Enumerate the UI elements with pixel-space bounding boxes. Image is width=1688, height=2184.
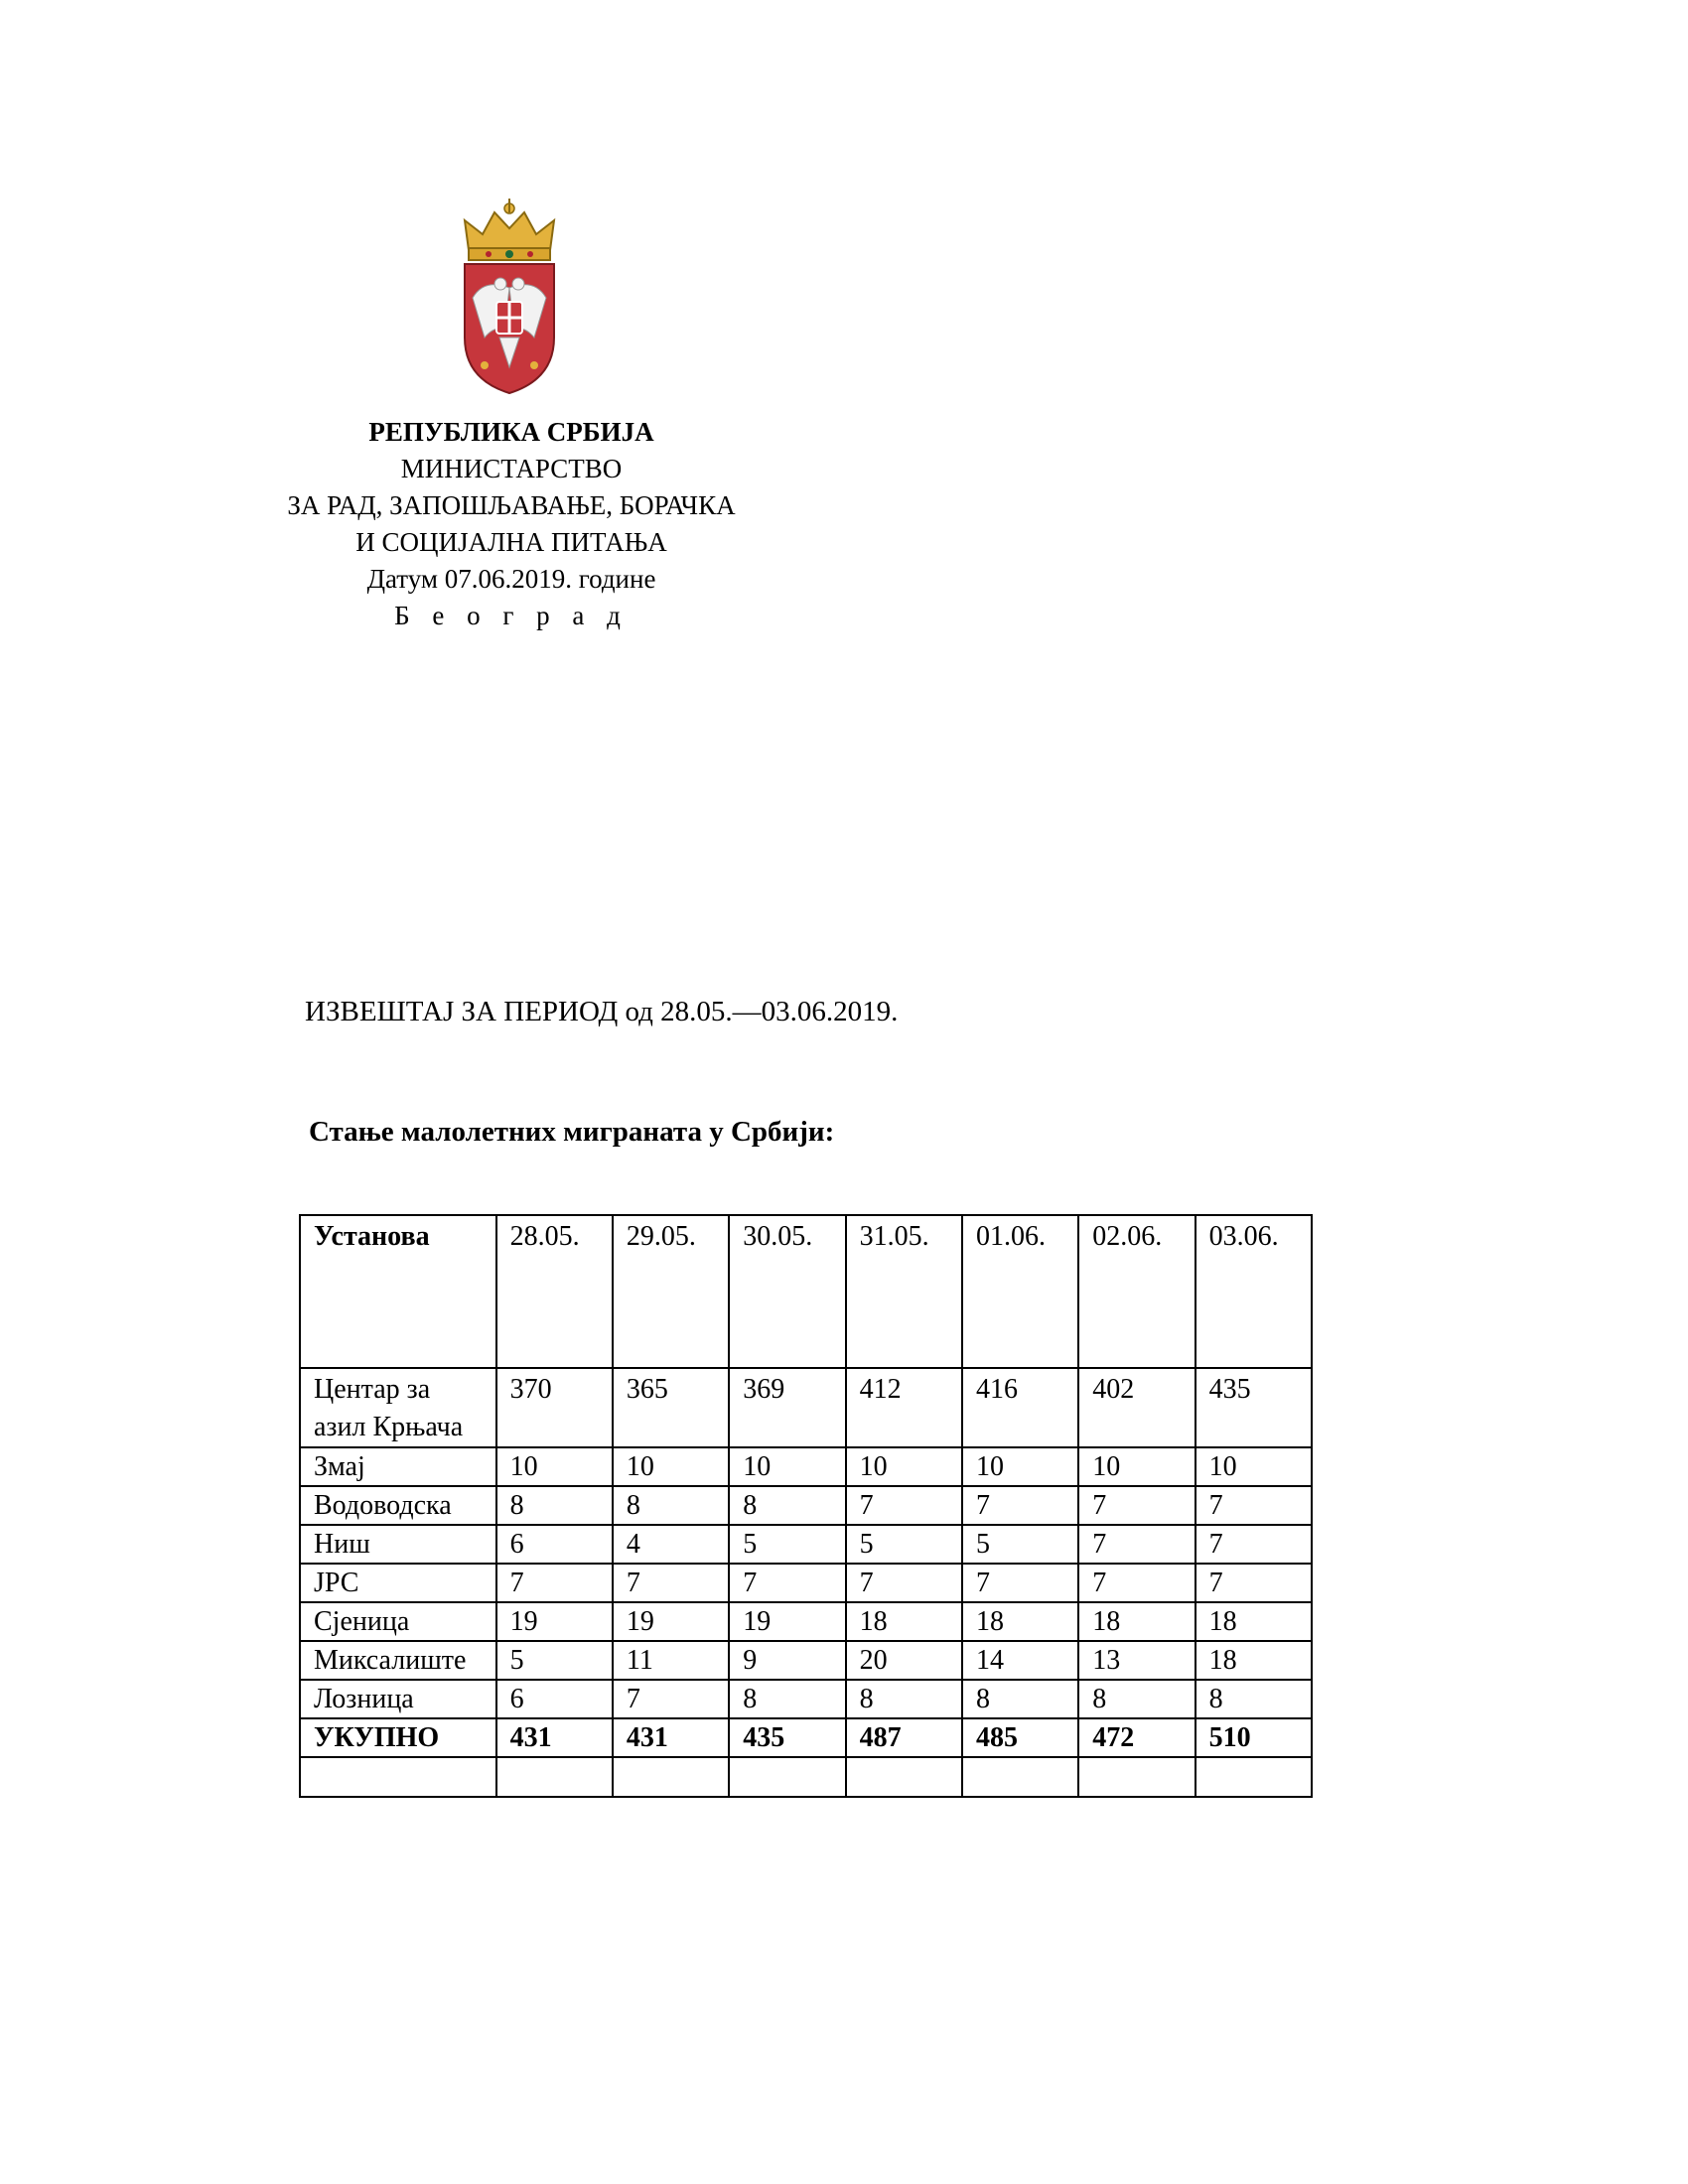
- table-cell: 10: [846, 1447, 962, 1486]
- table-row: [300, 1447, 1312, 1486]
- header-cell: 03.06.: [1196, 1215, 1312, 1368]
- table-cell: 7: [846, 1564, 962, 1602]
- table-cell: 8: [496, 1486, 613, 1525]
- empty-cell: [496, 1757, 613, 1797]
- table-cell: 7: [1196, 1564, 1312, 1602]
- table-cell: 18: [846, 1602, 962, 1641]
- table-cell: 19: [496, 1602, 613, 1641]
- table-cell: 7: [962, 1486, 1078, 1525]
- total-cell: 510: [1196, 1718, 1312, 1757]
- table-cell: 412: [846, 1368, 962, 1447]
- table-cell: 7: [729, 1564, 845, 1602]
- table-cell: 10: [1196, 1447, 1312, 1486]
- header-cell: 02.06.: [1078, 1215, 1195, 1368]
- table-cell: 6: [496, 1680, 613, 1718]
- table-cell: 10: [496, 1447, 613, 1486]
- table-row: [300, 1680, 1312, 1718]
- table-cell: 7: [1078, 1525, 1195, 1564]
- letterhead: [169, 414, 854, 634]
- table-cell: 8: [846, 1680, 962, 1718]
- table-cell: 435: [1196, 1368, 1312, 1447]
- table-cell: 19: [613, 1602, 729, 1641]
- empty-row: [300, 1757, 1312, 1797]
- header-cell: Установа: [300, 1215, 496, 1368]
- table-cell: 5: [729, 1525, 845, 1564]
- table-cell: 8: [729, 1680, 845, 1718]
- table-cell: 7: [1196, 1525, 1312, 1564]
- row-label-cell: ЈРС: [300, 1564, 496, 1602]
- row-label-cell: Центар за азил Крњача: [300, 1368, 496, 1447]
- row-label-cell: Ниш: [300, 1525, 496, 1564]
- table-cell: 18: [962, 1602, 1078, 1641]
- empty-cell: [729, 1757, 845, 1797]
- table-cell: 9: [729, 1641, 845, 1680]
- table-cell: 365: [613, 1368, 729, 1447]
- total-cell: 485: [962, 1718, 1078, 1757]
- section-title: Стање малолетних миграната у Србији:: [309, 1116, 835, 1148]
- table-row: [300, 1602, 1312, 1641]
- table-cell: 370: [496, 1368, 613, 1447]
- table-cell: 20: [846, 1641, 962, 1680]
- table-cell: 18: [1196, 1602, 1312, 1641]
- report-title: ИЗВЕШТАЈ ЗА ПЕРИОД од 28.05.—03.06.2019.: [305, 996, 899, 1027]
- table-cell: 7: [1078, 1486, 1195, 1525]
- table-row: [300, 1564, 1312, 1602]
- table-cell: 5: [846, 1525, 962, 1564]
- table-cell: 7: [613, 1564, 729, 1602]
- table-cell: 7: [496, 1564, 613, 1602]
- serbian-coat-of-arms-icon: [455, 199, 564, 397]
- empty-cell: [1196, 1757, 1312, 1797]
- table-cell: 19: [729, 1602, 845, 1641]
- total-cell: 472: [1078, 1718, 1195, 1757]
- table-cell: 5: [962, 1525, 1078, 1564]
- table-cell: 7: [1078, 1564, 1195, 1602]
- header-cell: 01.06.: [962, 1215, 1078, 1368]
- total-cell: 487: [846, 1718, 962, 1757]
- table-cell: 8: [613, 1486, 729, 1525]
- table-cell: 18: [1196, 1641, 1312, 1680]
- total-row: [300, 1718, 1312, 1757]
- table-cell: 402: [1078, 1368, 1195, 1447]
- header-cell: 31.05.: [846, 1215, 962, 1368]
- table-cell: 8: [1196, 1680, 1312, 1718]
- ministry-name-line2: И СОЦИЈАЛНА ПИТАЊА: [355, 527, 667, 557]
- row-label-cell: Сјеница: [300, 1602, 496, 1641]
- table-row: [300, 1368, 1312, 1447]
- city-name: Б е о г р а д: [394, 601, 629, 630]
- total-cell: 435: [729, 1718, 845, 1757]
- table-cell: 7: [1196, 1486, 1312, 1525]
- row-label-cell: Змај: [300, 1447, 496, 1486]
- empty-cell: [300, 1757, 496, 1797]
- row-label-cell: Водоводска: [300, 1486, 496, 1525]
- row-label-cell: Миксалиште: [300, 1641, 496, 1680]
- country-name: РЕПУБЛИКА СРБИЈА: [368, 417, 654, 447]
- table-header-row: [300, 1215, 1312, 1368]
- ministry-name-line1: ЗА РАД, ЗАПОШЉАВАЊЕ, БОРАЧКА: [287, 490, 736, 520]
- table-cell: 416: [962, 1368, 1078, 1447]
- empty-cell: [1078, 1757, 1195, 1797]
- document-date: Датум 07.06.2019. године: [366, 564, 656, 594]
- row-label-cell: Лозница: [300, 1680, 496, 1718]
- header-cell: 29.05.: [613, 1215, 729, 1368]
- table-cell: 10: [729, 1447, 845, 1486]
- header-cell: 30.05.: [729, 1215, 845, 1368]
- table-cell: 5: [496, 1641, 613, 1680]
- table-cell: 18: [1078, 1602, 1195, 1641]
- table-cell: 13: [1078, 1641, 1195, 1680]
- total-cell: 431: [496, 1718, 613, 1757]
- table-cell: 8: [962, 1680, 1078, 1718]
- table-row: [300, 1486, 1312, 1525]
- total-cell: 431: [613, 1718, 729, 1757]
- table-cell: 11: [613, 1641, 729, 1680]
- table-cell: 6: [496, 1525, 613, 1564]
- header-cell: 28.05.: [496, 1215, 613, 1368]
- table-cell: 10: [613, 1447, 729, 1486]
- total-label-cell: УКУПНО: [300, 1718, 496, 1757]
- table-cell: 10: [962, 1447, 1078, 1486]
- table-cell: 4: [613, 1525, 729, 1564]
- table-row: [300, 1641, 1312, 1680]
- table-cell: 7: [613, 1680, 729, 1718]
- table-cell: 10: [1078, 1447, 1195, 1486]
- migrants-table: [299, 1214, 1313, 1798]
- empty-cell: [962, 1757, 1078, 1797]
- ministry-label: МИНИСТАРСТВО: [400, 454, 623, 483]
- table-cell: 8: [1078, 1680, 1195, 1718]
- table-cell: 8: [729, 1486, 845, 1525]
- empty-cell: [846, 1757, 962, 1797]
- table-cell: 14: [962, 1641, 1078, 1680]
- table-cell: 7: [846, 1486, 962, 1525]
- empty-cell: [613, 1757, 729, 1797]
- table-cell: 7: [962, 1564, 1078, 1602]
- table-row: [300, 1525, 1312, 1564]
- table-cell: 369: [729, 1368, 845, 1447]
